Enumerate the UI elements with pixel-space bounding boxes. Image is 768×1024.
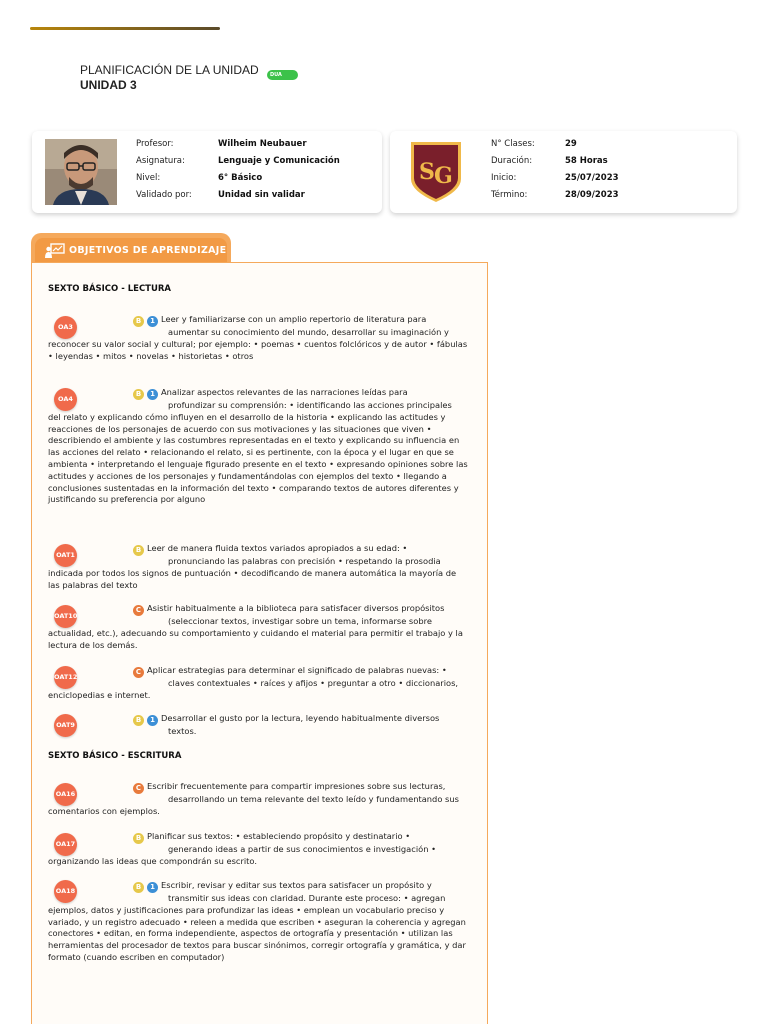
objective-text-continued: profundizar su comprensión: • identificando las acciones principales [168,400,452,410]
objective-text-rest: indicada por todos los signos de puntuación • decodificando de manera automática la mayoría de las palabras del texto [48,567,457,590]
objective-text-continued: aumentar su conocimiento del mundo, desarrollar su imaginación y [168,327,449,337]
objective-text-rest: actualidad, etc.), adecuando su comportamiento y cuidando el material para permitir el trabajo y la lectura de los demás. [48,627,463,650]
objective-first-line [133,314,469,327]
objective-text: Aplicar estrategias para determinar el significado de palabras nuevas: • [147,665,447,675]
objective-text-continued: claves contextuales • raíces y afijos • preguntar a otro • diccionarios, [168,678,459,688]
teacher-info-card [32,131,382,213]
unit-title: UNIDAD 3 [80,78,137,92]
section-escritura: SEXTO BÁSICO - ESCRITURA [48,751,182,761]
objective-first-line [133,831,469,844]
category-b-badge: B [133,833,144,844]
top-decorative-line [30,27,220,30]
clases-label: N° Clases: [491,139,535,149]
objective-text: Leer de manera fluida textos variados apropiados a su edad: • [147,543,408,553]
objective-code-badge: OAT12 [54,666,77,689]
objectives-title: OBJETIVOS DE APRENDIZAJE [69,245,227,256]
objective-code-badge: OA18 [54,880,77,903]
objective-code-badge: OAT10 [54,605,77,628]
termino-value: 28/09/2023 [565,190,619,200]
category-c-badge: C [133,605,144,616]
validado-label: Validado por: [136,190,192,200]
duracion-value: 58 Horas [565,156,608,166]
objective-text: Leer y familiarizarse con un amplio repertorio de literatura para [161,314,427,324]
objective-text-rest: reconocer su valor social y cultural; por ejemplo: • poemas • cuentos folclóricos y de autor • fábulas • leyendas • mitos • novelas • historietas • otros [48,338,468,361]
level-1-badge: 1 [147,316,158,327]
termino-label: Término: [491,190,528,200]
objective-code-badge: OAT9 [54,714,77,737]
teacher-avatar [45,139,117,205]
objective-text-continued: (seleccionar textos, investigar sobre un tema, informarse sobre [168,616,432,626]
objective-code-badge: OA16 [54,783,77,806]
profesor-label: Profesor: [136,139,174,149]
unit-info-card [390,131,737,213]
objectives-tab [31,233,231,263]
level-1-badge: 1 [147,715,158,726]
objective-first-line [133,543,469,556]
objective-text-continued: transmitir sus ideas con claridad. Durante este proceso: • agregan [168,893,446,903]
logo-letter-g: G [434,163,453,189]
objective-text-rest: enciclopedias e internet. [48,689,151,700]
objective-text: Escribir frecuentemente para compartir impresiones sobre sus lecturas, [147,781,446,791]
objective-text-continued: generando ideas a partir de sus conocimientos e investigación • [168,844,436,854]
level-1-badge: 1 [147,882,158,893]
category-c-badge: C [133,783,144,794]
objective-code-badge: OA4 [54,388,77,411]
category-b-badge: B [133,882,144,893]
page-title: PLANIFICACIÓN DE LA UNIDAD [80,63,259,77]
objective-first-line [133,603,469,616]
nivel-value: 6° Básico [218,173,263,183]
inicio-value: 25/07/2023 [565,173,619,183]
category-b-badge: B [133,389,144,400]
objective-text-continued: desarrollando un tema relevante del texto leído y fundamentando sus [168,794,459,804]
teacher-values [218,136,340,204]
category-b-badge: B [133,316,144,327]
asignatura-label: Asignatura: [136,156,185,166]
objective-first-line [133,387,469,400]
duracion-label: Duración: [491,156,533,166]
validado-value: Unidad sin validar [218,190,305,200]
inicio-label: Inicio: [491,173,517,183]
category-b-badge: B [133,715,144,726]
objective-text-continued: textos. [168,726,197,736]
unit-values [565,136,619,204]
objective-first-line [133,713,469,726]
profesor-value: Wilheim Neubauer [218,139,307,149]
level-1-badge: 1 [147,389,158,400]
objective-code-badge: OA3 [54,316,77,339]
clases-value: 29 [565,139,577,149]
school-logo [410,141,462,207]
objective-text: Escribir, revisar y editar sus textos para satisfacer un propósito y [161,880,432,890]
objective-text: Analizar aspectos relevantes de las narraciones leídas para [161,387,408,397]
dua-badge: DUA [267,70,298,80]
logo-letter-s: S [419,159,435,185]
objective-item [133,713,469,738]
objective-text-continued: pronunciando las palabras con precisión • respetando la prosodia [168,556,441,566]
objective-first-line [133,880,469,893]
objective-text-rest: organizando las ideas que compondrán su escrito. [48,855,257,866]
objective-text-rest: ejemplos, datos y justificaciones para profundizar las ideas • emplean un vocabulario preciso y variado, y un registro adecuado • releen a medida que escriben • aseguran la coherencia y agregan conectores • editan, en forma independiente, aspectos de ortografía y presentación • utilizan las herramientas del procesador de textos para buscar sinónimos, corregir ortografía y gramática, y dar formato (cuando escriben en computador) [48,904,466,962]
objective-text-rest: comentarios con ejemplos. [48,805,160,816]
unit-labels [491,136,535,204]
section-lectura: SEXTO BÁSICO - LECTURA [48,284,172,294]
objective-first-line [133,665,469,678]
objective-code-badge: OAT1 [54,544,77,567]
category-c-badge: C [133,667,144,678]
teacher-board-icon [45,243,65,263]
objective-text-rest: del relato y explicando cómo influyen en el desarrollo de la historia • explicando las actitudes y reacciones de los personajes de acuerdo con sus motivaciones y las situaciones que viven • describiendo el ambiente y las costumbres representadas en el texto y explicando su influencia en las acciones del relato • relacionando el relato, si es pertinente, con la época y el lugar en que se ambienta • interpretando el lenguaje figurado presente en el texto • expresando opiniones sobre las actitudes y acciones de los personajes y fundamentándolas con ejemplos del texto • llegando a conclusiones sustentadas en la información del texto • comparando textos de autores diferentes y justificando su preferencia por alguno [48,411,468,505]
objective-text: Planificar sus textos: • estableciendo propósito y destinatario • [147,831,411,841]
objective-first-line [133,781,469,794]
objective-code-badge: OA17 [54,833,77,856]
objective-text: Asistir habitualmente a la biblioteca para satisfacer diversos propósitos [147,603,445,613]
teacher-labels [136,136,192,204]
nivel-label: Nivel: [136,173,161,183]
asignatura-value: Lenguaje y Comunicación [218,156,340,166]
category-b-badge: B [133,545,144,556]
objective-text: Desarrollar el gusto por la lectura, leyendo habitualmente diversos [161,713,440,723]
